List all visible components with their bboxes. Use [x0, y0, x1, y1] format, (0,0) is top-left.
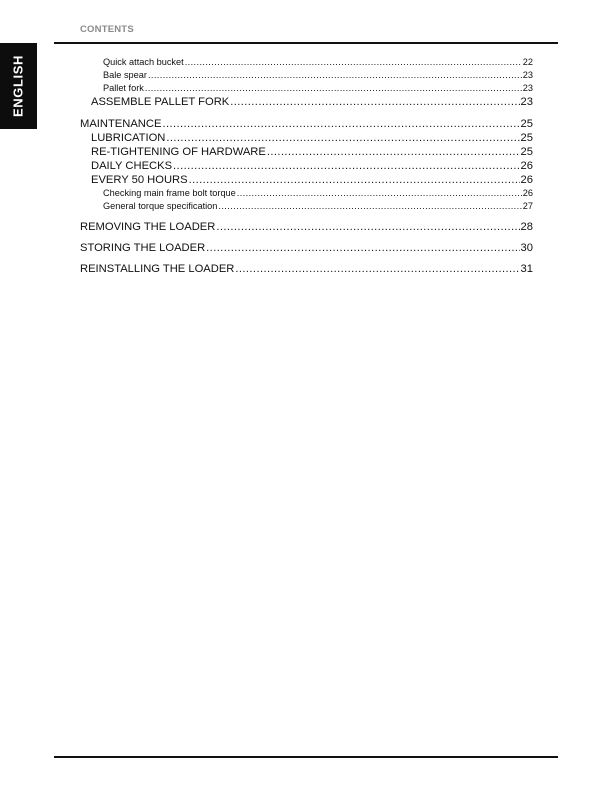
toc-leader-dots	[235, 263, 519, 275]
toc-leader-dots	[267, 146, 520, 158]
toc-entry-removing-the-loader[interactable]	[80, 221, 533, 233]
toc-leader-dots	[162, 118, 519, 130]
toc-entry-title: MAINTENANCE	[80, 118, 162, 130]
toc-leader-dots	[148, 70, 522, 80]
toc-entry-reinstalling-the-loader[interactable]	[80, 263, 533, 275]
toc-entry-title: ASSEMBLE PALLET FORK	[91, 96, 230, 108]
toc-entry-title: RE-TIGHTENING OF HARDWARE	[91, 146, 266, 158]
toc-entry-page-number: 25	[520, 118, 533, 130]
toc-entry-every-50-hours[interactable]	[91, 174, 533, 186]
toc-entry-assemble-pallet-fork[interactable]	[91, 96, 533, 108]
toc-entry-pallet-fork[interactable]	[103, 83, 533, 93]
toc-entry-maintenance[interactable]	[80, 118, 533, 130]
toc-entry-page-number: 28	[520, 221, 533, 233]
toc-entry-page-number: 23	[522, 83, 533, 93]
toc-leader-dots	[189, 174, 520, 186]
toc-leader-dots	[216, 221, 519, 233]
toc-entry-page-number: 26	[522, 188, 533, 198]
toc-entry-title: EVERY 50 HOURS	[91, 174, 188, 186]
toc-entry-title: DAILY CHECKS	[91, 160, 173, 172]
toc-leader-dots	[173, 160, 520, 172]
toc-entry-re-tightening-of-hardware[interactable]	[91, 146, 533, 158]
toc-entry-page-number: 30	[520, 242, 533, 254]
toc-entry-daily-checks[interactable]	[91, 160, 533, 172]
toc-entry-title: Pallet fork	[103, 83, 144, 93]
toc-entry-title: Bale spear	[103, 70, 147, 80]
toc-entry-title: LUBRICATION	[91, 132, 166, 144]
toc-entry-lubrication[interactable]	[91, 132, 533, 144]
toc-entry-page-number: 26	[520, 174, 533, 186]
language-tab-label: ENGLISH	[10, 55, 26, 117]
toc-leader-dots	[185, 57, 522, 67]
toc-leader-dots	[237, 188, 522, 198]
toc-leader-dots	[218, 201, 521, 211]
toc-entry-general-torque-specification[interactable]	[103, 201, 533, 211]
toc-entry-page-number: 27	[522, 201, 533, 211]
toc-entry-title: Checking main frame bolt torque	[103, 188, 236, 198]
toc-entry-title: REINSTALLING THE LOADER	[80, 263, 235, 275]
toc-entry-checking-main-frame-bolt-torque[interactable]	[103, 188, 533, 198]
toc-entry-page-number: 23	[522, 70, 533, 80]
toc-entry-storing-the-loader[interactable]	[80, 242, 533, 254]
toc-entry-title: General torque specification	[103, 201, 218, 211]
toc-entry-page-number: 22	[522, 57, 533, 67]
toc-leader-dots	[166, 132, 519, 144]
toc-entry-page-number: 31	[520, 263, 533, 275]
toc-entry-page-number: 23	[520, 96, 533, 108]
toc-entry-page-number: 25	[520, 132, 533, 144]
toc-leader-dots	[145, 83, 522, 93]
toc-entry-title: Quick attach bucket	[103, 57, 184, 67]
toc-entry-quick-attach-bucket[interactable]	[103, 57, 533, 67]
footer-divider	[54, 756, 558, 758]
toc-entry-title: REMOVING THE LOADER	[80, 221, 216, 233]
toc-leader-dots	[230, 96, 519, 108]
toc-entry-page-number: 26	[520, 160, 533, 172]
page-header-title: CONTENTS	[80, 24, 134, 35]
toc-entry-page-number: 25	[520, 146, 533, 158]
toc-entry-title: STORING THE LOADER	[80, 242, 206, 254]
toc-entry-bale-spear[interactable]	[103, 70, 533, 80]
toc-leader-dots	[206, 242, 519, 254]
